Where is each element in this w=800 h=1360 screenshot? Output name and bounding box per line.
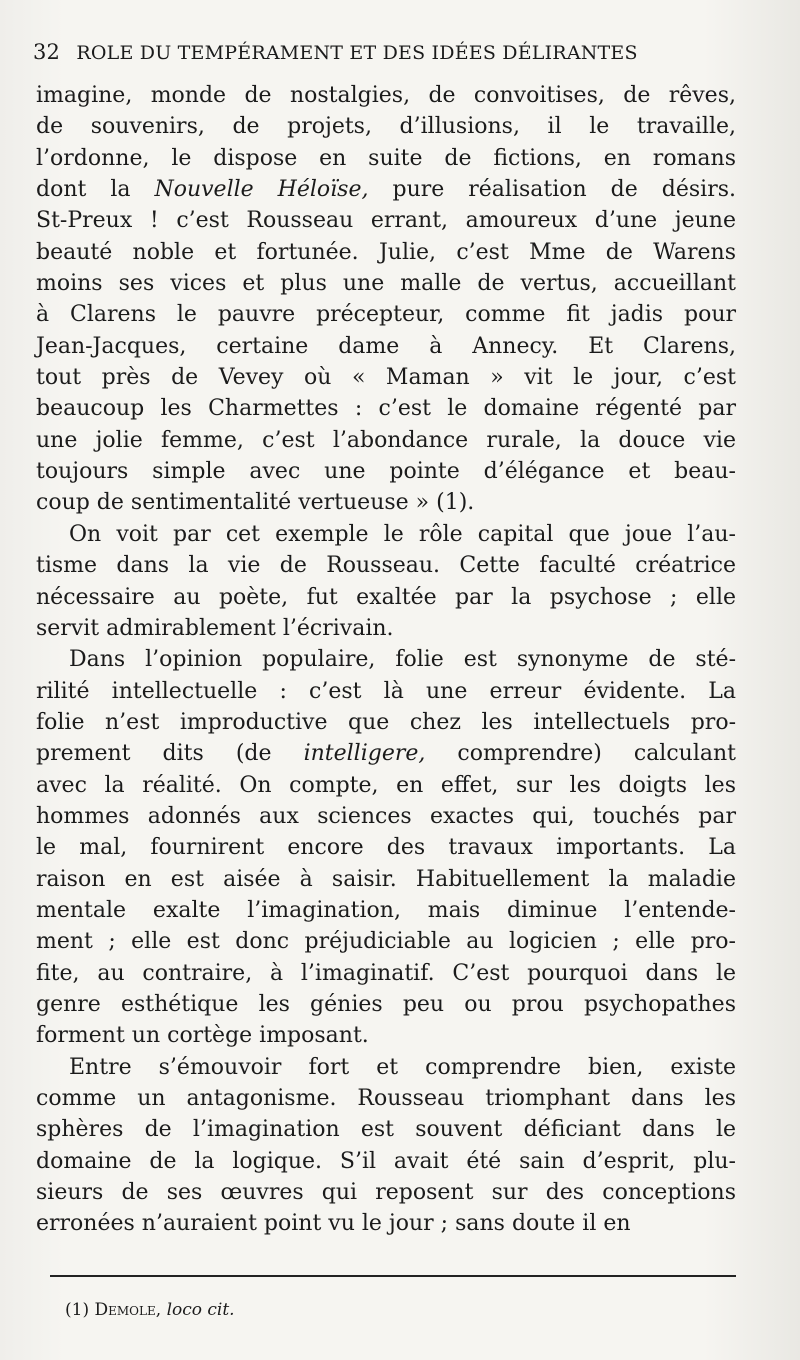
text-line	[36, 393, 736, 424]
text-run: toujours simple avec une pointe d’élégance et beau-	[36, 459, 736, 485]
text-line	[36, 519, 736, 550]
text-line	[36, 676, 736, 707]
text-line	[36, 926, 736, 957]
text-line	[36, 174, 736, 205]
text-line	[36, 456, 736, 487]
text-line	[36, 644, 736, 675]
text-run: moins ses vices et plus une malle de vertus, accueillant	[36, 271, 736, 297]
text-line	[36, 1114, 736, 1145]
text-run: sieurs de ses œuvres qui reposent sur des conceptions	[36, 1180, 736, 1206]
text-run: beauté noble et fortunée. Julie, c’est Mme de Warens	[36, 239, 736, 265]
text-run: genre esthétique les génies peu ou prou psychopathes	[36, 991, 736, 1017]
text-line	[36, 864, 736, 895]
text-run: tisme dans la vie de Rousseau. Cette faculté créatrice	[36, 553, 736, 579]
text-line	[36, 770, 736, 801]
italic-text: Nouvelle Héloïse,	[154, 177, 369, 203]
text-run: On voit par cet exemple le rôle capital que joue l’au-	[69, 521, 736, 547]
text-run: à Clarens le pauvre précepteur, comme fit jadis pour	[36, 302, 736, 328]
text-line	[36, 299, 736, 330]
text-run: dont la	[36, 177, 155, 203]
footnote-marker: (1)	[65, 1300, 90, 1320]
text-line	[36, 801, 736, 832]
text-line	[36, 989, 736, 1020]
text-run: fite, au contraire, à l’imaginatif. C’est pourquoi dans le	[36, 960, 736, 986]
text-line	[36, 487, 736, 518]
text-run: Jean-Jacques, certaine dame à Annecy. Et Clarens,	[36, 333, 736, 359]
text-line	[36, 550, 736, 581]
text-run: domaine de la logique. S’il avait été sain d’esprit, plu-	[36, 1148, 736, 1174]
text-run: prement dits (de	[36, 741, 304, 767]
text-run: servit admirablement l’écrivain.	[36, 615, 394, 641]
footnote-reference: loco cit.	[166, 1300, 235, 1320]
text-line	[36, 738, 736, 769]
footnote-separator	[50, 1275, 736, 1277]
text-line	[36, 582, 736, 613]
running-title: ROLE DU TEMPÉRAMENT ET DES IDÉES DÉLIRANTES	[76, 42, 638, 64]
text-run: sphères de l’imagination est souvent déficiant dans le	[36, 1117, 736, 1143]
page-number: 32	[33, 40, 61, 64]
text-run: imagine, monde de nostalgies, de convoitises, de rêves,	[36, 83, 736, 108]
text-run: Entre s’émouvoir fort et comprendre bien, existe	[69, 1054, 736, 1080]
text-line	[36, 832, 736, 863]
running-header	[33, 40, 753, 64]
text-line	[36, 1208, 736, 1239]
text-run: une jolie femme, c’est l’abondance rurale, la douce vie	[36, 427, 736, 453]
text-run: rilité intellectuelle : c’est là une erreur évidente. La	[36, 678, 736, 704]
text-line	[36, 1177, 736, 1208]
text-run: ment ; elle est donc préjudiciable au logicien ; elle pro-	[36, 929, 736, 955]
text-run: mentale exalte l’imagination, mais diminue l’entende-	[36, 897, 736, 923]
text-line	[36, 895, 736, 926]
text-run: erronées n’auraient point vu le jour ; sans doute il en	[36, 1211, 631, 1237]
text-line	[36, 958, 736, 989]
text-run: comprendre) calculant	[425, 741, 736, 767]
text-run: nécessaire au poète, fut exaltée par la psychose ; elle	[36, 584, 736, 610]
text-run: forment un cortège imposant.	[36, 1023, 369, 1049]
text-line	[36, 613, 736, 644]
text-run: l’ordonne, le dispose en suite de fictions, en romans	[36, 145, 736, 171]
text-run: coup de sentimentalité vertueuse » (1).	[36, 490, 475, 516]
text-run: beaucoup les Charmettes : c’est le domaine régenté par	[36, 396, 736, 422]
text-line	[36, 362, 736, 393]
italic-text: intelligere,	[303, 741, 426, 767]
text-line	[36, 331, 736, 362]
footnote	[65, 1300, 235, 1320]
text-run: tout près de Vevey où « Maman » vit le jour, c’est	[36, 365, 736, 391]
text-run: pure réalisation de désirs.	[368, 177, 736, 203]
text-line	[36, 268, 736, 299]
text-line	[36, 1083, 736, 1114]
text-line	[36, 80, 736, 111]
text-run: de souvenirs, de projets, d’illusions, il le travaille,	[36, 114, 736, 140]
text-run: raison en est aisée à saisir. Habituellement la maladie	[36, 866, 736, 892]
text-run: Dans l’opinion populaire, folie est synonyme de sté-	[69, 647, 736, 673]
text-line	[36, 1020, 736, 1051]
text-run: avec la réalité. On compte, en effet, sur les doigts les	[36, 772, 736, 798]
text-run: comme un antagonisme. Rousseau triomphant dans les	[36, 1086, 736, 1111]
text-line	[36, 237, 736, 268]
text-line	[36, 143, 736, 174]
text-run: St-Preux ! c’est Rousseau errant, amoureux d’une jeune	[36, 208, 736, 234]
text-run: folie n’est improductive que chez les intellectuels pro-	[36, 709, 736, 735]
text-line	[36, 1146, 736, 1177]
text-line	[36, 111, 736, 142]
text-run: hommes adonnés aux sciences exactes qui, touchés par	[36, 803, 736, 829]
text-line	[36, 205, 736, 236]
footnote-author: Demole,	[94, 1300, 162, 1320]
text-line	[36, 1052, 736, 1083]
text-line	[36, 425, 736, 456]
body-text	[36, 80, 736, 1240]
text-run: le mal, fournirent encore des travaux importants. La	[36, 835, 736, 861]
text-line	[36, 707, 736, 738]
